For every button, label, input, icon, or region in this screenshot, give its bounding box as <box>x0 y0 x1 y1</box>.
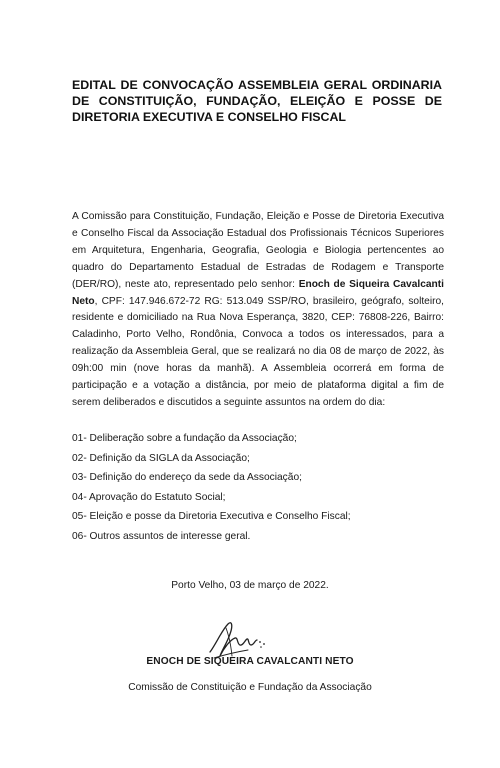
agenda-item: 03- Definição do endereço da sede da Associação; <box>72 472 302 484</box>
agenda-item: 01- Deliberação sobre a fundação da Associação; <box>72 433 297 444</box>
agenda-item: 05- Eleição e posse da Diretoria Executiva e Conselho Fiscal; <box>72 511 351 523</box>
place-date: Porto Velho, 03 de março de 2022. <box>171 580 329 591</box>
agenda-item: 06- Outros assuntos de interesse geral. <box>72 530 251 542</box>
paragraph-part-2: , CPF: 147.946.672-72 RG: 513.049 SSP/RO, brasileiro, geógrafo, solteiro, residente e domiciliado na Rua Nova Esperança, 3820, CEP: 76808-226, Bairro: Caladinho, Porto Velho, Rondônia, Convoca a todos os interessados, para a realização da Assembleia Geral, que se realizará no dia 08 de março de 2022, às 09h:00 min (nove horas da manhã). A Assembleia ocorrerá em forma de participação e a votação a distância, por meio de plataforma digital a fim de serem deliberados e discutidos a seguinte assuntos na ordem do dia: <box>72 295 444 408</box>
signer-name: ENOCH DE SIQUEIRA CAVALCANTI NETO <box>146 656 354 667</box>
agenda-item: 04- Aprovação do Estatuto Social; <box>72 491 226 503</box>
agenda-item: 02- Definição da SIGLA da Associação; <box>72 452 250 464</box>
document-title: EDITAL DE CONVOCAÇÃO ASSEMBLEIA GERAL ORDINARIA DE CONSTITUIÇÃO, FUNDAÇÃO, ELEIÇÃO E POSSE DE DIRETORIA EXECUTIVA E CONSELHO FISCAL <box>72 78 442 124</box>
representative-name: Enoch de Siqueira Cavalcanti Neto <box>72 278 444 307</box>
convocation-paragraph <box>72 209 444 412</box>
paragraph-part-1: A Comissão para Constituição, Fundação, Eleição e Posse de Diretoria Executiva e Conselho Fiscal da Associação Estadual dos Profissionais Técnicos Superiores em Arquitetura, Engenharia, Geografia, Geologia e Biologia pertencentes ao quadro do Departamento Estadual de Estradas de Rodagem e Transporte (DER/RO), neste ato, representado pelo senhor: <box>72 211 444 290</box>
agenda-list <box>72 429 444 547</box>
signer-role: Comissão de Constituição e Fundação da Associação <box>128 682 372 693</box>
